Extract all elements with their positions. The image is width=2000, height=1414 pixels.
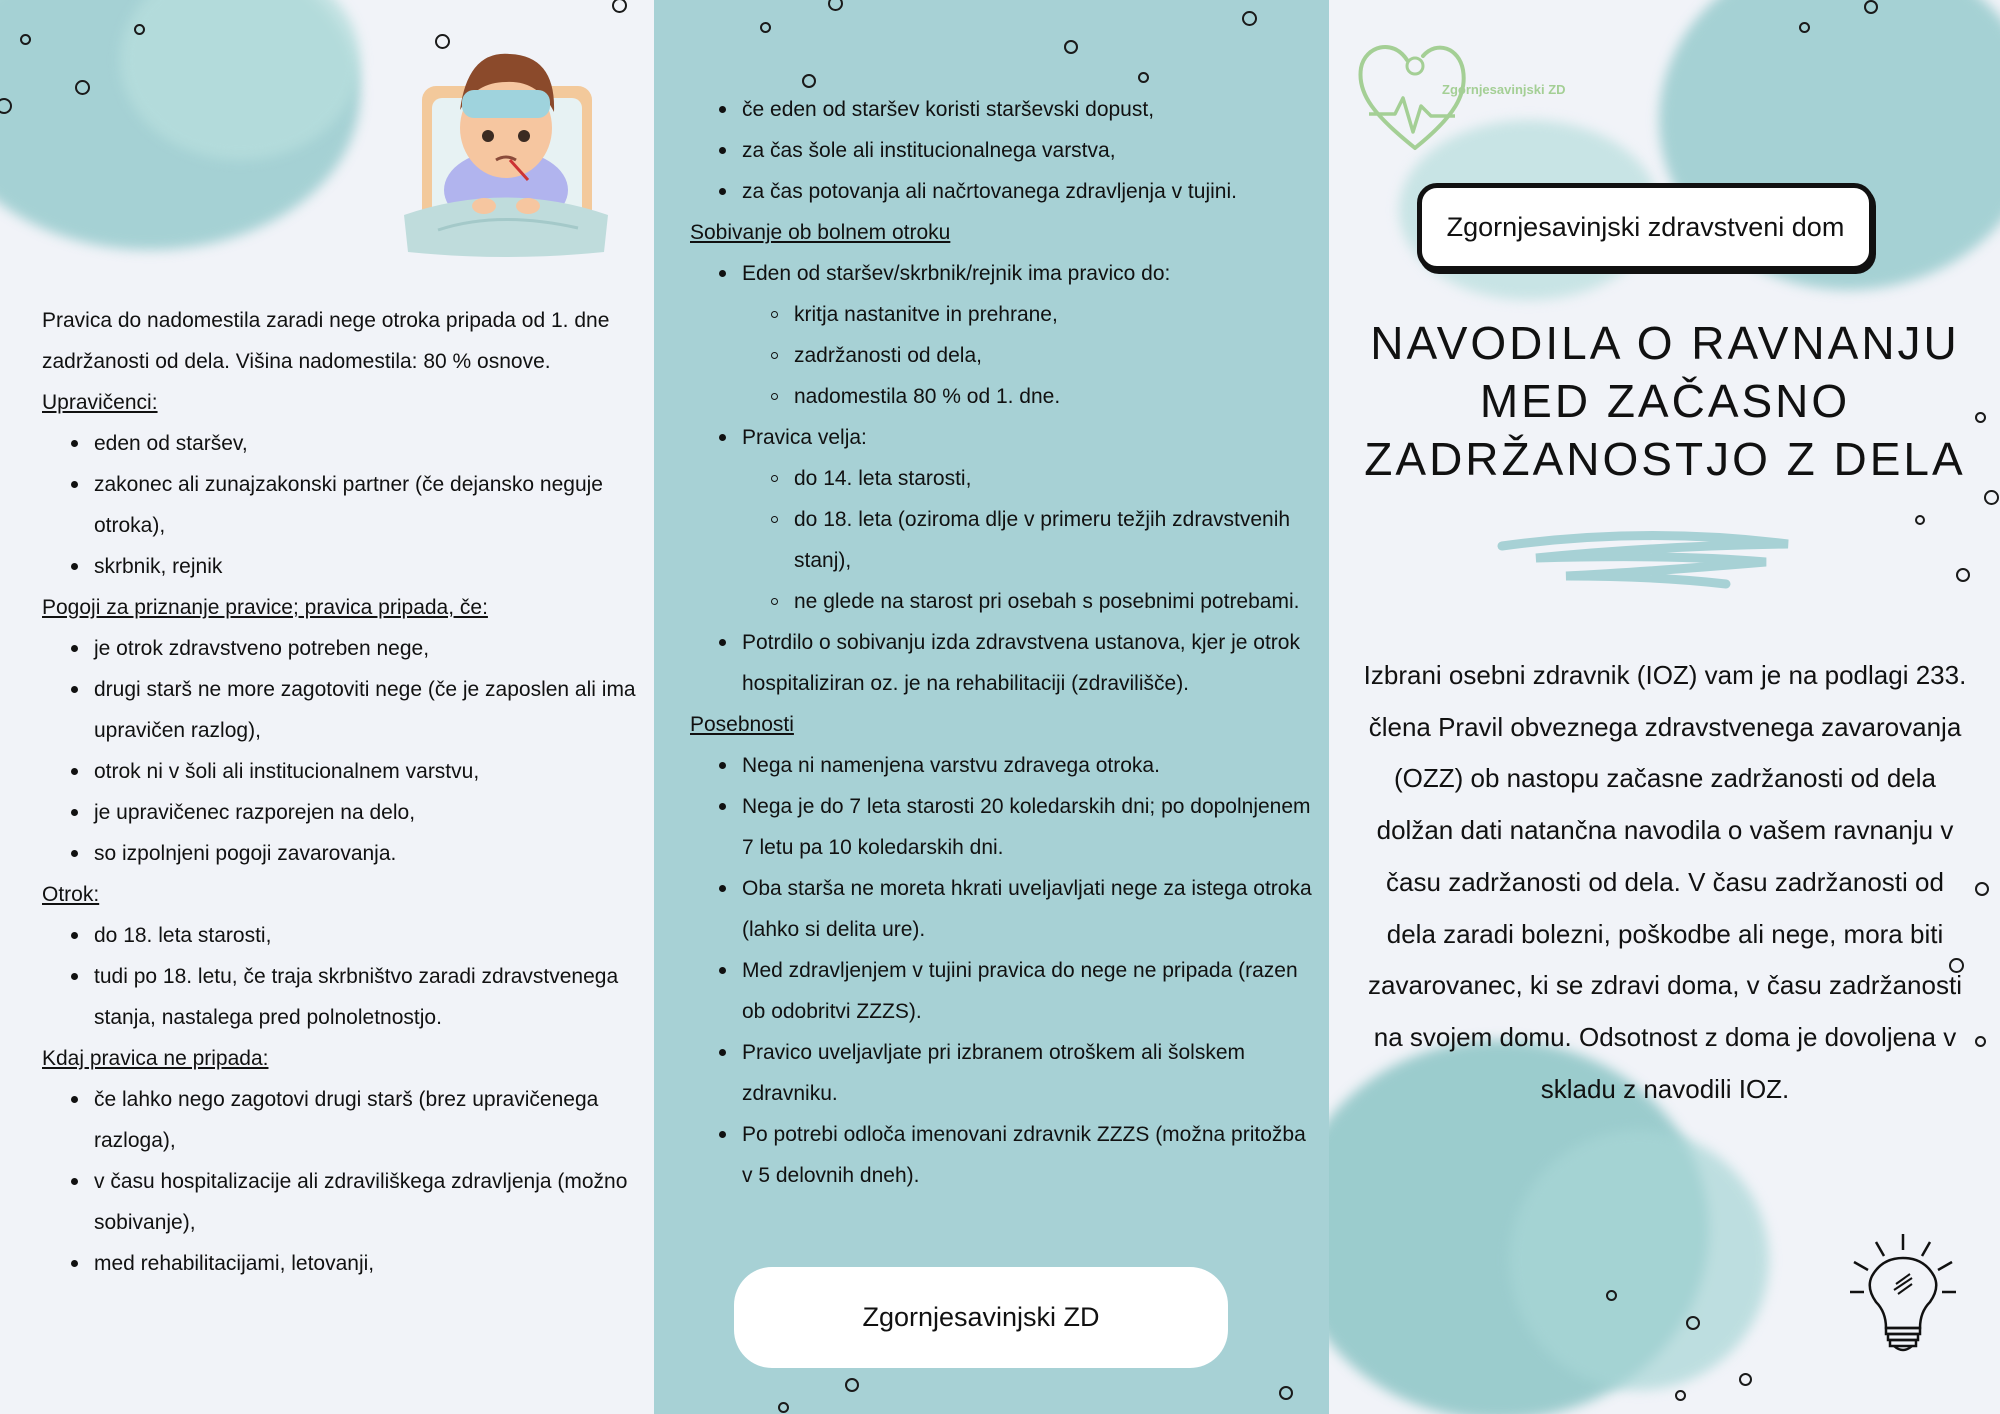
intro-paragraph: Izbrani osebni zdravnik (IOZ) vam je na podlagi 233. člena Pravil obveznega zdravstvenega zavarovanja (OZZ) ob nastopu začasne zadržanosti od dela dolžan dati natančna navodila o vašem ravnanju v času zadržanosti od dela. V času zadržanosti od dela zaradi bolezni, poškodbe ali nege, mora biti zavarovanec, ki se zdravi doma, v času zadržanosti na svojem domu. Odsotnost z doma je dovoljena v skladu z navodili IOZ. [1363,660,1967,1104]
decor-dot [1138,72,1149,83]
sub-list [742,458,1320,622]
decor-dot [1739,1373,1752,1386]
brush-stroke-decoration [1496,528,1796,590]
upraviceni-heading: Upravičenci: [42,391,158,414]
middle-text-column [690,89,1320,1196]
list-item: eden od staršev, [94,423,642,464]
otrok-heading: Otrok: [42,883,100,906]
page-title [1340,314,1990,488]
sobivanje-heading: Sobivanje ob bolnem otroku [690,221,951,244]
list-item: v času hospitalizacije ali zdraviliškega zdravljenja (možno sobivanje), [94,1161,642,1243]
list-item [742,253,1320,417]
exclusions-cont-list [690,89,1320,212]
decor-dot [134,24,145,35]
decor-dot [612,0,627,13]
list-item: je upravičenec razporejen na delo, [94,792,642,833]
decor-dot [1279,1386,1293,1400]
decor-dot [1799,22,1810,33]
title-line: NAVODILA O RAVNANJU [1370,317,1960,369]
decor-dot [1864,0,1878,14]
decor-dot [1064,40,1078,54]
sub-list-item: do 14. leta starosti, [794,458,1320,499]
decor-dot [802,74,816,88]
left-text-column [42,300,642,1284]
list-item: drugi starš ne more zagotoviti nege (če je zaposlen ali ima upravičen razlog), [94,669,642,751]
list-item: za čas šole ali institucionalnega varstva, [742,130,1320,171]
decor-dot [828,0,843,11]
sub-list [742,294,1320,417]
decor-dot [845,1378,859,1392]
list-item: Med zdravljenjem v tujini pravica do nege ne pripada (razen ob odobritvi ZZZS). [742,950,1320,1032]
decor-dot [1915,515,1925,525]
list-item-text: Eden od staršev/skrbnik/rejnik ima pravico do: [742,262,1171,285]
nega-intro: Pravica do nadomestila zaradi nege otroka pripada od 1. dne zadržanosti od dela. Višina nadomestila: 80 % osnove. [42,309,610,373]
sub-list-item: kritja nastanitve in prehrane, [794,294,1320,335]
lightbulb-icon [1848,1232,1958,1360]
list-item: Potrdilo o sobivanju izda zdravstvena ustanova, kjer je otrok hospitaliziran oz. je na rehabilitaciji (zdravilišče). [742,622,1320,704]
otrok-list [42,915,642,1038]
left-panel [0,0,654,1414]
sick-child-illustration [398,40,614,262]
decor-dot [20,34,31,45]
logo-wordmark: Zgornjesavinjski ZD [1442,82,1566,97]
pogoji-heading: Pogoji za priznanje pravice; pravica pripada, če: [42,596,488,619]
list-item: Po potrebi odloča imenovani zdravnik ZZZS (možna pritožba v 5 delovnih dneh). [742,1114,1320,1196]
sub-list-item: nadomestila 80 % od 1. dne. [794,376,1320,417]
list-item: zakonec ali zunajzakonski partner (če dejansko neguje otroka), [94,464,642,546]
middle-panel [654,0,1329,1414]
upraviceni-list [42,423,642,587]
list-item: za čas potovanja ali načrtovanega zdravljenja v tujini. [742,171,1320,212]
decor-dot [1975,1036,1986,1047]
sobivanje-list [690,253,1320,704]
list-item-text: Pravica velja: [742,426,867,449]
sub-list-item: zadržanosti od dela, [794,335,1320,376]
posebnosti-heading: Posebnosti [690,713,794,736]
pogoji-list [42,628,642,874]
kdaj-heading: Kdaj pravica ne pripada: [42,1047,269,1070]
decor-dot [1984,490,1999,505]
title-line: MED ZAČASNO [1479,375,1851,427]
list-item: do 18. leta starosti, [94,915,642,956]
posebnosti-list [690,745,1320,1196]
list-item: Oba starša ne moreta hkrati uveljavljati nege za istega otroka (lahko si delita ure). [742,868,1320,950]
list-item: so izpolnjeni pogoji zavarovanja. [94,833,642,874]
watercolor-blob [1509,1130,1769,1390]
list-item: skrbnik, rejnik [94,546,642,587]
decor-dot [1675,1390,1686,1401]
list-item: Pravico uveljavljate pri izbranem otroškem ali šolskem zdravniku. [742,1032,1320,1114]
list-item: Nega ni namenjena varstvu zdravega otroka. [742,745,1320,786]
list-item: tudi po 18. letu, če traja skrbništvo zaradi zdravstvenega stanja, nastalega pred polnoletnostjo. [94,956,642,1038]
decor-dot [1242,11,1257,26]
list-item: otrok ni v šoli ali institucionalnem varstvu, [94,751,642,792]
footer-name-box: Zgornjesavinjski ZD [734,1267,1228,1368]
title-line: ZADRŽANOSTJO Z DELA [1364,433,1966,485]
org-title-box: Zgornjesavinjski zdravstveni dom [1417,183,1874,271]
list-item: če eden od staršev koristi starševski dopust, [742,89,1320,130]
list-item: je otrok zdravstveno potreben nege, [94,628,642,669]
decor-dot [1975,882,1989,896]
decor-dot [75,80,90,95]
list-item: Nega je do 7 leta starosti 20 koledarskih dni; po dopolnjenem 7 letu pa 10 koledarskih dni. [742,786,1320,868]
list-item: če lahko nego zagotovi drugi starš (brez upravičenega razloga), [94,1079,642,1161]
decor-dot [778,1402,789,1413]
list-item [742,417,1320,622]
sub-list-item: do 18. leta (oziroma dlje v primeru težjih zdravstvenih stanj), [794,499,1320,581]
decor-dot [1686,1316,1700,1330]
kdaj-list [42,1079,642,1284]
heart-pulse-logo-icon [1355,36,1475,160]
decor-dot [1956,568,1970,582]
decor-dot [760,22,771,33]
sub-list-item: ne glede na starost pri osebah s posebnimi potrebami. [794,581,1320,622]
list-item: med rehabilitacijami, letovanji, [94,1243,642,1284]
decor-dot [1606,1290,1617,1301]
